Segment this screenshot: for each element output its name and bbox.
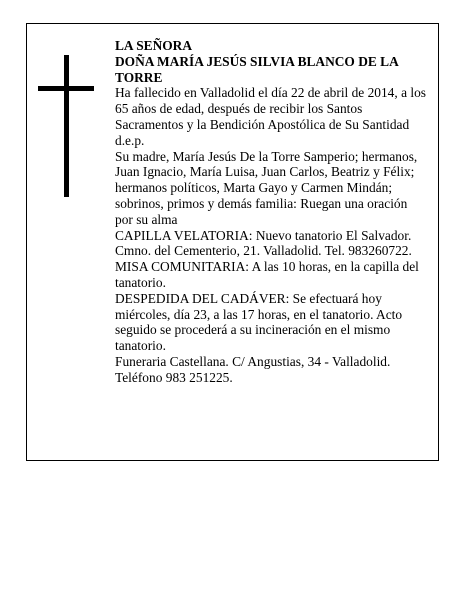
farewell-info: DESPEDIDA DEL CADÁVER: Se efectuará hoy miércoles, día 23, a las 17 horas, en el tanatorio. Acto seguido se procederá a su incineración en el mismo tanatorio. <box>115 290 403 354</box>
funeral-home-info: Funeraria Castellana. C/ Angustias, 34 - Valladolid. Teléfono 983 251225. <box>115 353 391 385</box>
notice-title: LA SEÑORA <box>115 38 193 53</box>
family-list: Su madre, María Jesús De la Torre Samperio; hermanos, Juan Ignacio, María Luisa, Juan Carlos, Beatriz y Félix; hermanos políticos, Marta Gayo y Carmen Mindán; sobrinos, primos y demás familia: Ruegan una oración por su alma <box>115 148 418 227</box>
latin-cross-icon <box>38 55 94 197</box>
cross-vertical-bar <box>64 55 69 197</box>
cross-horizontal-bar <box>38 86 94 91</box>
deceased-name: DOÑA MARÍA JESÚS SILVIA BLANCO DE LA TORRE <box>115 53 399 85</box>
death-announcement: Ha fallecido en Valladolid el día 22 de abril de 2014, a los 65 años de edad, después de recibir los Santos Sacramentos y la Bendición Apostólica de Su Santidad d.e.p. <box>115 85 426 148</box>
community-mass-info: MISA COMUNITARIA: A las 10 horas, en la capilla del tanatorio. <box>115 259 419 290</box>
obituary-text <box>115 38 427 386</box>
funeral-chapel-info: CAPILLA VELATORIA: Nuevo tanatorio El Salvador. Cmno. del Cementerio, 21. Valladolid. Tel. 983260722. <box>115 227 412 259</box>
